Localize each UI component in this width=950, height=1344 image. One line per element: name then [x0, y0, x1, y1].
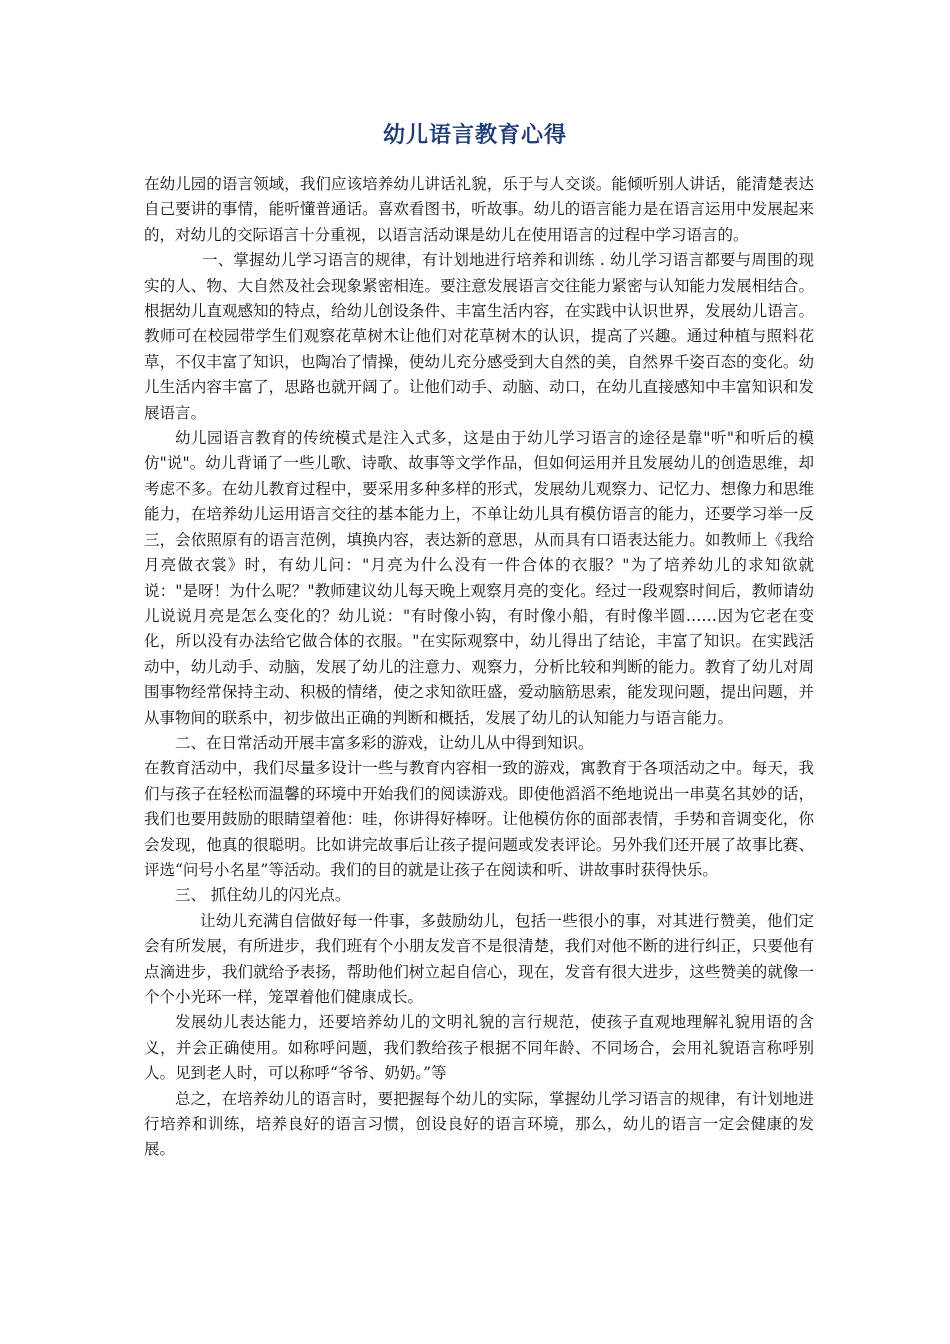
paragraph-courtesy: 发展幼儿表达能力，还要培养幼儿的文明礼貌的言行规范，使孩子直观地理解礼貌用语的含义，并会正确使用。如称呼问题，我们教给孩子根据不同年龄、不同场合，会用礼貌语言称呼别人。见到老人时，可以称呼“爷爷、奶奶。”等: [144, 1013, 814, 1083]
paragraph-traditional-mode: 幼儿园语言教育的传统模式是注入式多，这是由于幼儿学习语言的途径是靠"听"和听后的模仿"说"。幼儿背诵了一些儿歌、诗歌、故事等文学作品，但如何运用并且发展幼儿的创造思维，却考虑不多。在幼儿教育过程中，要采用多种多样的形式，发展幼儿观察力、记忆力、想像力和思维能力，在培养幼儿运用语言交往的基本能力上，不单让幼儿具有模仿语言的能力，还要学习举一反三，会依照原有的语言范例，填换内容，表达新的意思，从而具有口语表达能力。如教师上《我给月亮做衣裳》时，有幼儿问："月亮为什么没有一件合体的衣服？"为了培养幼儿的求知欲就说："是呀！为什么呢？"教师建议幼儿每天晚上观察月亮的变化。经过一段观察时间后，教师请幼儿说说月亮是怎么变化的？幼儿说："有时像小钩，有时像小船，有时像半圆……因为它老在变化，所以没有办法给它做合体的衣服。"在实际观察中，幼儿得出了结论，丰富了知识。在实践活动中，幼儿动手、动脑，发展了幼儿的注意力、观察力，分析比较和判断的能力。教育了幼儿对周围事物经常保持主动、积极的情绪，使之求知欲旺盛，爱动脑筋思索，能发现问题，提出问题，并从事物间的联系中，初步做出正确的判断和概括，发展了幼儿的认知能力与语言能力。: [144, 429, 814, 727]
paragraph-games: 在教育活动中，我们尽量多设计一些与教育内容相一致的游戏，寓教育于各项活动之中。每天，我们与孩子在轻松而温馨的环境中开始我们的阅读游戏。即使他滔滔不绝地说出一串莫名其妙的话，我们也要用鼓励的眼睛望着他：哇，你讲得好棒呀。让他模仿你的面部表情，手势和音调变化，你会发现，他真的很聪明。比如讲完故事后让孩子提问题或发表评论。另外我们还开展了故事比赛、评选“问号小名星”等活动。我们的目的就是让孩子在阅读和听、讲故事时获得快乐。: [144, 759, 814, 879]
heading-section-three: 三、 抓住幼儿的闪光点。: [175, 886, 351, 905]
paragraph-confidence: 让幼儿充满自信做好每一件事，多鼓励幼儿，包括一些很小的事，对其进行赞美，他们定会有所发展，有所进步，我们班有个小朋友发音不是很清楚，我们对他不断的进行纠正，只要他有点滴进步，我们就给予表扬，帮助他们树立起自信心，现在，发音有很大进步，这些赞美的就像一个个小光环一样，笼罩着他们健康成长。: [144, 911, 814, 1006]
heading-section-two: 二、在日常活动开展丰富多彩的游戏，让幼儿从中得到知识。: [175, 733, 594, 752]
paragraph-section-one: 一、掌握幼儿学习语言的规律，有计划地进行培养和训练 . 幼儿学习语言都要与周围的现实的人、物、大自然及社会现象紧密相连。要注意发展语言交往能力紧密与认知能力发展相结合。根据幼儿直观感知的特点，给幼儿创设条件、丰富生活内容，在实践中认识世界，发展幼儿语言。教师可在校园带学生们观察花草树木让他们对花草树木的认识，提高了兴趣。通过种植与照料花草，不仅丰富了知识，也陶冶了情操，使幼儿充分感受到大自然的美，自然界千姿百态的变化。幼儿生活内容丰富了，思路也就开阔了。让他们动手、动脑、动口，在幼儿直接感知中丰富知识和发展语言。: [144, 251, 814, 422]
document-title: 幼儿语言教育心得: [382, 122, 567, 148]
paragraph-intro: 在幼儿园的语言领域，我们应该培养幼儿讲话礼貌，乐于与人交谈。能倾听别人讲话，能清楚表达自己要讲的事情，能听懂普通话。喜欢看图书，听故事。幼儿的语言能力是在语言运用中发展起来的，对幼儿的交际语言十分重视，以语言活动课是幼儿在使用语言的过程中学习语言的。: [144, 175, 814, 244]
paragraph-conclusion: 总之，在培养幼儿的语言时，要把握每个幼儿的实际，掌握幼儿学习语言的规律，有计划地进行培养和训练，培养良好的语言习惯，创设良好的语言环境，那么，幼儿的语言一定会健康的发展。: [144, 1089, 814, 1159]
document-body: [144, 172, 814, 1163]
